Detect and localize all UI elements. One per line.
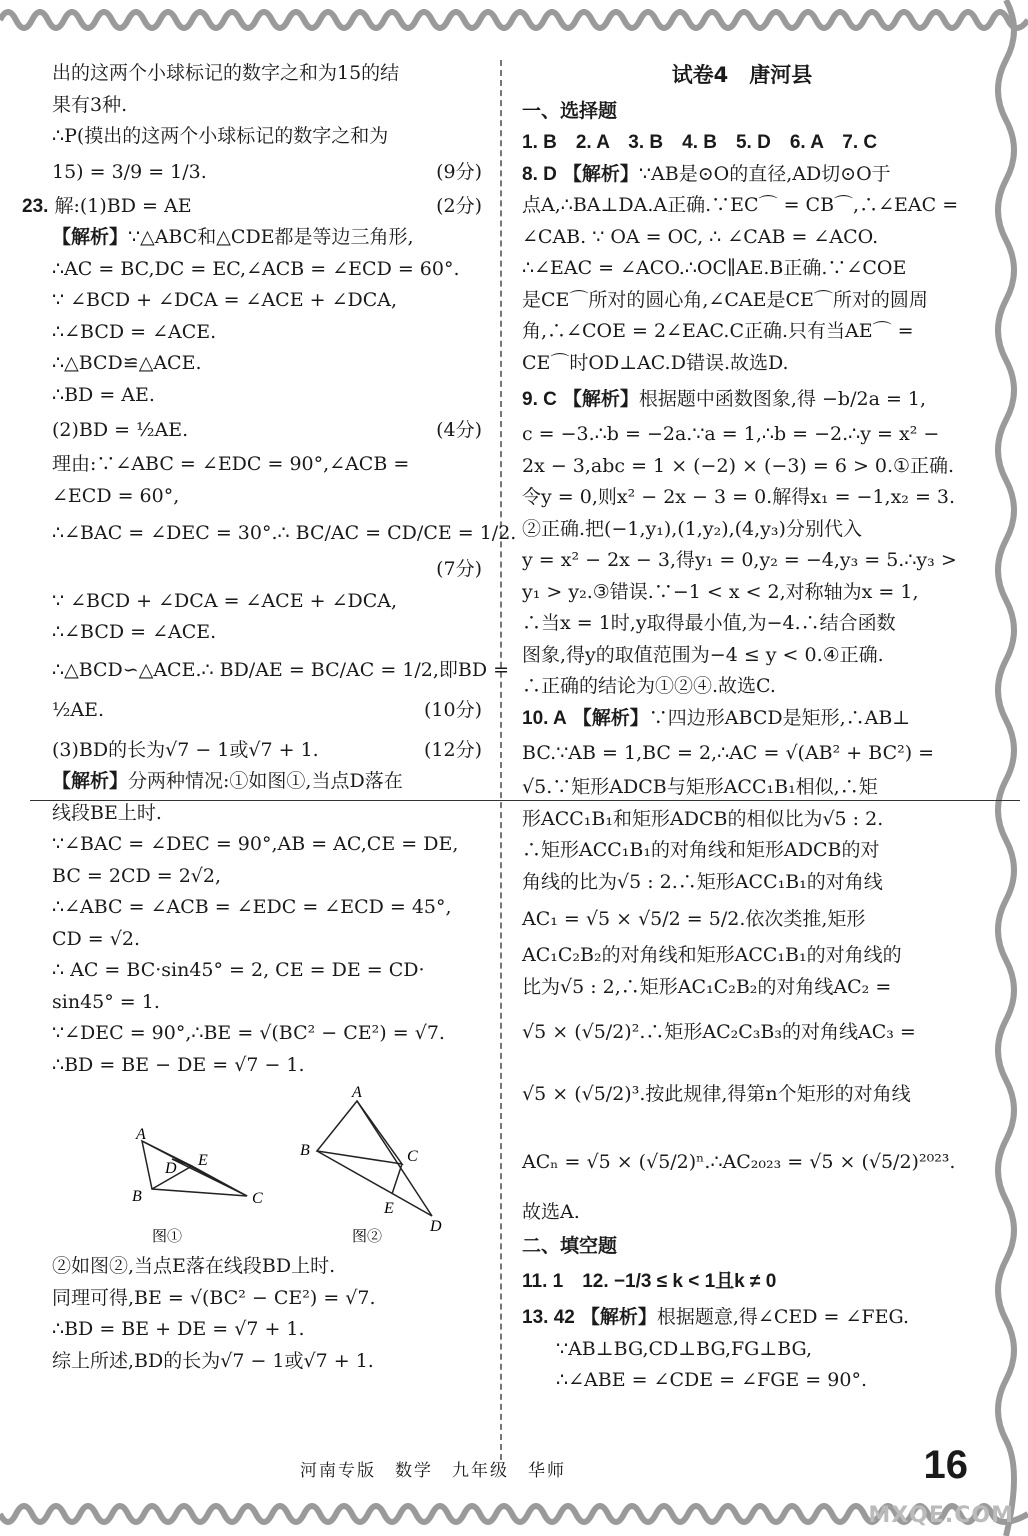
text-line: 综上所述,BD的长为√7 − 1或√7 + 1. [52,1349,374,1372]
text-line: ∵ ∠BCD + ∠DCA = ∠ACE + ∠DCA, [52,589,398,612]
exam-title: 试卷4 唐河县 [671,63,813,87]
text-line: ∠CAB. ∵ OA = OC, ∴ ∠CAB = ∠ACO. [522,225,879,248]
figure-diagrams [52,1081,482,1251]
page-footer: 河南专版 数学 九年级 华师 [300,1461,566,1481]
text-line: ∴当x = 1时,y取得最小值,为−4.∴结合函数 [522,612,896,634]
text-span: 15) = 3/9 = 1/3. [52,160,207,183]
text-span: ∵AB是⊙O的直径,AD切⊙O于 [638,162,891,185]
text-line [52,411,482,449]
text-line: c = −3.∴b = −2a.∵a = 1,∴b = −2.∴y = x² − [522,423,940,445]
text-line: ∴AC = BC,DC = EC,∠ACB = ∠ECD = 60°. [52,257,460,280]
question-13 [522,1302,962,1334]
figure-2 [300,1084,442,1245]
text-line [52,766,482,798]
score: (12分) [423,738,482,761]
text-span: 根据题意,得∠CED = ∠FEG. [656,1306,910,1328]
text-line: 理由:∵∠ABC = ∠EDC = 90°,∠ACB = [52,453,410,475]
text-line: ∴BD = BE + DE = √7 + 1. [52,1318,305,1340]
text-line: 2x − 3,abc = 1 × (−2) × (−3) = 6 > 0.①正确. [522,454,955,477]
left-column [22,58,517,1377]
figure-1-caption: 图① [152,1229,183,1245]
text-line: 同理可得,BE = √(BC² − CE²) = √7. [52,1286,376,1309]
text-line: y₁ > y₂.③错误.∵−1 < x < 2,对称轴为x = 1, [522,580,919,603]
text-line: BC = 2CD = 2√2, [52,864,222,887]
text-line: ∴△BCD≌△ACE. [52,352,202,374]
question-number: 10. A [522,707,567,729]
text-span: 解:(1)BD = AE [54,194,192,217]
text-line: CD = √2. [52,927,141,950]
text-line: ∠ECD = 60°, [52,484,180,507]
text-line: ∴∠ABC = ∠ACB = ∠EDC = ∠ECD = 45°, [52,896,452,918]
label-e: E [198,1152,208,1169]
score: (2分) [436,194,482,217]
label-a: A [352,1084,362,1101]
text-line: 故选A. [522,1201,580,1223]
text-span: (2)BD = ½AE. [52,419,189,441]
text-line: 图象,得y的取值范围为−4 ≤ y < 0.④正确. [522,643,884,666]
question-8 [522,159,962,191]
text-line: ∴矩形ACC₁B₁的对角线和矩形ADCB的对 [522,839,880,861]
label-d: D [165,1160,177,1177]
text-line: ∴△BCD∽△ACE.∴ BD/AE = BC/AC = 1/2,即BD = [52,658,510,681]
question-number: 8. D [522,163,557,185]
decorative-top-border [0,0,1028,46]
text-line: 出的这两个小球标记的数字之和为15的结 [52,62,400,84]
text-line: ∵AB⊥BG,CD⊥BG,FG⊥BG, [556,1337,813,1360]
section-heading: 一、选择题 [522,99,618,122]
text-line: ∵ ∠BCD + ∠DCA = ∠ACE + ∠DCA, [52,289,398,311]
text-line: CE⌒时OD⊥AC.D错误.故选D. [522,351,789,374]
text-line: ∴BD = AE. [52,383,155,406]
text-line: y = x² − 2x − 3,得y₁ = 0,y₂ = −4,y₃ = 5.∴y₃ > [522,549,957,571]
score: (4分) [436,419,482,441]
text-line: ∴BD = BE − DE = √7 − 1. [52,1053,305,1076]
page-number: 16 [923,1443,968,1487]
analysis-tag: 【解析】 [580,1306,657,1328]
question-number: 23. [22,195,49,217]
analysis-tag: 【解析】 [562,388,639,410]
text-line: 令y = 0,则x² − 2x − 3 = 0.解得x₁ = −1,x₂ = 3. [522,486,956,508]
label-c: C [252,1190,263,1207]
text-line: ∴正确的结论为①②④.故选C. [522,675,776,697]
text-span: 分两种情况:①如图①,当点D落在 [128,770,403,792]
question-number: 13. 42 [522,1307,575,1328]
analysis-tag: 【解析】 [52,226,129,248]
analysis-tag: 【解析】 [572,706,649,729]
analysis-tag: 【解析】 [562,162,639,185]
label-b: B [132,1188,142,1205]
right-column [522,58,962,1397]
decorative-right-border [982,0,1028,1536]
text-line: 果有3种. [52,93,128,116]
text-line: √5 × (√5/2)².∴矩形AC₂C₃B₃的对角线AC₃ = [522,1021,916,1043]
section-heading: 二、填空题 [522,1234,618,1257]
geometry-figures [52,1081,482,1251]
answers-1-7: 1. B 2. A 3. B 4. B 5. D 6. A 7. C [522,132,878,153]
text-line: ∴∠BCD = ∠ACE. [52,320,217,343]
text-line: ∵∠BAC = ∠DEC = 90°,AB = AC,CE = DE, [52,833,459,855]
text-line: ∵∠DEC = 90°,∴BE = √(BC² − CE²) = √7. [52,1022,445,1044]
text-line: 点A,∴BA⊥DA.A正确.∵EC⌒ = CB⌒,∴∠EAC = [522,194,959,216]
column-divider [500,60,502,1460]
score: (7分) [436,558,482,580]
text-line [52,222,482,254]
text-line: √5.∵矩形ADCB与矩形ACC₁B₁相似,∴矩 [522,776,878,798]
score: (9分) [436,160,482,183]
label-b: B [300,1142,310,1159]
label-d: D [430,1218,442,1235]
text-line: ②正确.把(−1,y₁),(1,y₂),(4,y₃)分别代入 [522,517,862,540]
text-line: AC₁C₂B₂的对角线和矩形ACC₁B₁的对角线的 [522,944,902,966]
text-line: ②如图②,当点E落在线段BD上时. [52,1255,336,1277]
text-line: 是CE⌒所对的圆心角,∠CAE是CE⌒所对的圆周 [522,288,928,311]
text-line: 形ACC₁B₁和矩形ADCB的相似比为√5 : 2. [522,807,884,830]
text-line [52,691,482,729]
text-line: BC.∵AB = 1,BC = 2,∴AC = √(AB² + BC²) = [522,742,935,764]
text-line: ∴∠BAC = ∠DEC = 30°.∴ BC/AC = CD/CE = 1/2. [52,522,517,544]
text-line [52,735,482,767]
text-line: ∴∠ABE = ∠CDE = ∠FGE = 90°. [556,1369,867,1391]
question-number: 9. C [522,389,557,410]
label-c: C [407,1148,418,1165]
text-span: ∵四边形ABCD是矩形,∴AB⊥ [648,706,911,729]
text-line: ∴∠EAC = ∠ACO.∴OC∥AE.B正确.∵∠COE [522,257,907,279]
question-23 [22,191,482,223]
question-10 [522,703,962,735]
text-span: (3)BD的长为√7 − 1或√7 + 1. [52,738,319,761]
score: (10分) [423,698,482,721]
text-line: ACₙ = √5 × (√5/2)ⁿ.∴AC₂₀₂₃ = √5 × (√5/2)²⁰²³. [522,1151,956,1173]
text-line: AC₁ = √5 × √5/2 = 5/2.依次类推,矩形 [522,908,866,930]
watermark: MXQE.COM [868,1503,1014,1528]
text-line: 角,∴∠COE = 2∠EAC.C正确.只有当AE⌒ = [522,320,914,342]
text-span: ½AE. [52,698,105,721]
probability-result [52,153,482,191]
text-line: 角线的比为√5 : 2.∴矩形ACC₁B₁的对角线 [522,870,883,893]
text-line: ∴ AC = BC·sin45° = 2, CE = DE = CD· [52,959,425,981]
text-span: ∵△ABC和△CDE都是等边三角形, [128,226,414,248]
label-a: A [136,1126,146,1143]
figure-2-caption: 图② [352,1229,383,1245]
text-span: 根据题中函数图象,得 −b/2a = 1, [638,388,927,410]
figure-1 [132,1126,263,1245]
text-line: ∴P(摸出的这两个小球标记的数字之和为 [52,125,389,147]
label-e: E [384,1200,394,1217]
text-line: 比为√5 : 2,∴矩形AC₁C₂B₂的对角线AC₂ = [522,975,892,998]
text-line: 线段BE上时. [52,801,162,824]
answers-11-12: 11. 1 12. −1/3 ≤ k < 1且k ≠ 0 [522,1271,777,1292]
question-9 [522,379,962,419]
text-line: √5 × (√5/2)³.按此规律,得第n个矩形的对角线 [522,1083,911,1105]
analysis-tag: 【解析】 [52,770,129,792]
text-line: sin45° = 1. [52,990,160,1013]
text-line: ∴∠BCD = ∠ACE. [52,621,217,643]
